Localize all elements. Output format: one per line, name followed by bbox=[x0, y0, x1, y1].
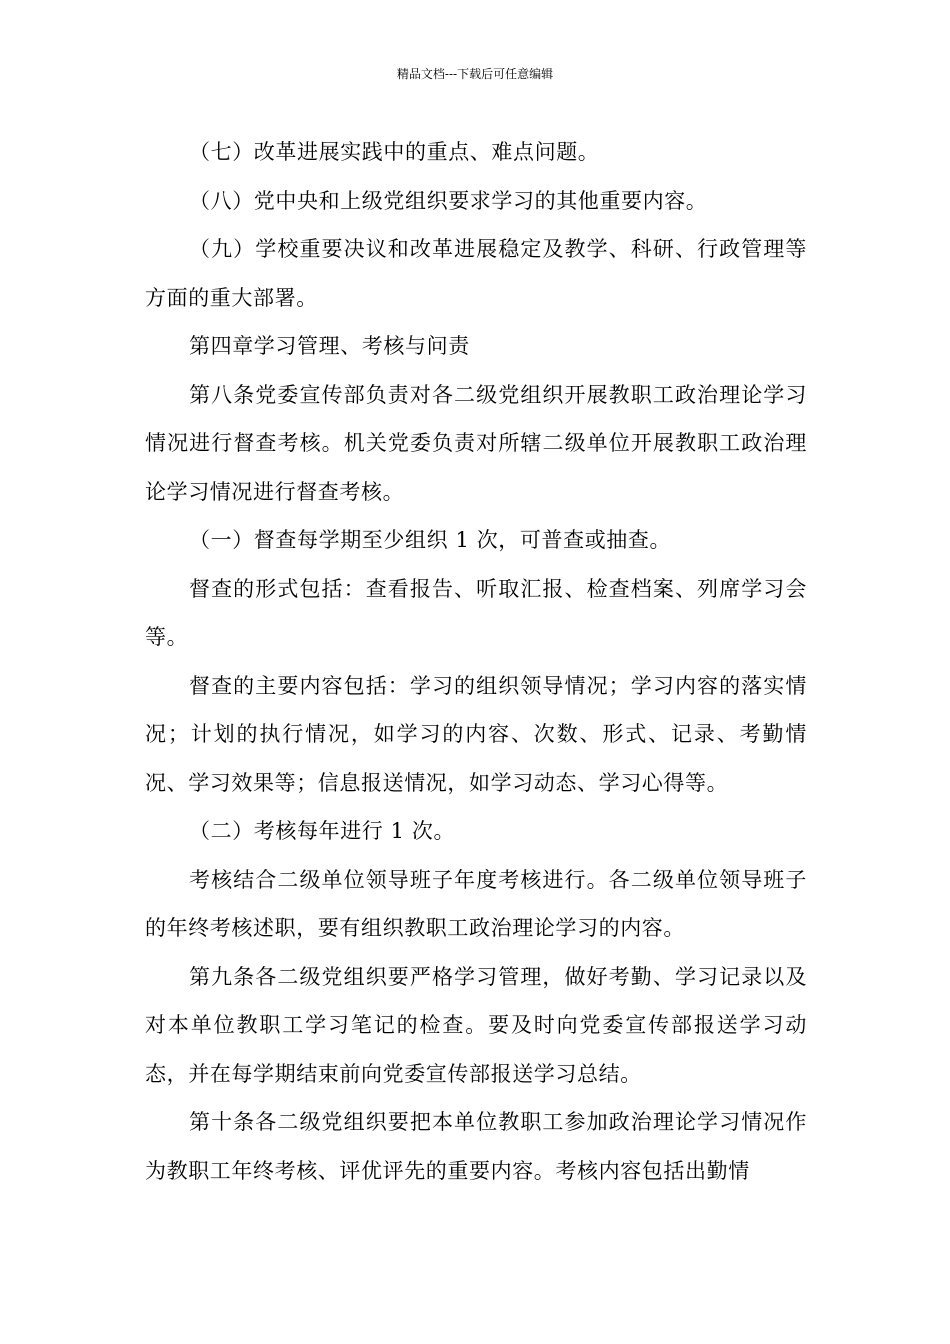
article-10: 第十条各二级党组织要把本单位教职工参加政治理论学习情况作为教职工年终考核、评优评先的重要内容。考核内容包括出勤情 bbox=[145, 1110, 807, 1183]
paragraph-assessment-method: 考核结合二级单位领导班子年度考核进行。各二级单位领导班子的年终考核述职，要有组织教职工政治理论学习的内容。 bbox=[145, 867, 807, 940]
document-body bbox=[145, 128, 807, 1195]
paragraph-item-7: （七）改革进展实践中的重点、难点问题。 bbox=[189, 140, 600, 164]
article-9: 第九条各二级党组织要严格学习管理，做好考勤、学习记录以及对本单位教职工学习笔记的检查。要及时向党委宣传部报送学习动态，并在每学期结束前向党委宣传部报送学习总结。 bbox=[145, 964, 807, 1086]
chapter-heading: 第四章学习管理、考核与问责 bbox=[189, 334, 470, 358]
paragraph-item-9: （九）学校重要决议和改革进展稳定及教学、科研、行政管理等方面的重大部署。 bbox=[145, 237, 807, 310]
paragraph-item-8: （八）党中央和上级党组织要求学习的其他重要内容。 bbox=[189, 188, 708, 213]
paragraph-supervision-content: 督查的主要内容包括：学习的组织领导情况；学习内容的落实情况；计划的执行情况，如学习的内容、次数、形式、记录、考勤情况、学习效果等；信息报送情况，如学习动态、学习心得等。 bbox=[145, 673, 807, 795]
paragraph-supervision-forms: 督查的形式包括：查看报告、听取汇报、检查档案、列席学习会等。 bbox=[145, 576, 807, 649]
paragraph-supervision-frequency: （一）督查每学期至少组织 1 次，可普查或抽查。 bbox=[189, 528, 672, 552]
page-header: 精品文档---下载后可任意编辑 bbox=[396, 67, 554, 81]
article-8: 第八条党委宣传部负责对各二级党组织开展教职工政治理论学习情况进行督查考核。机关党委负责对所辖二级单位开展教职工政治理论学习情况进行督查考核。 bbox=[145, 382, 807, 504]
paragraph-assessment-frequency: （二）考核每年进行 1 次。 bbox=[189, 819, 456, 843]
